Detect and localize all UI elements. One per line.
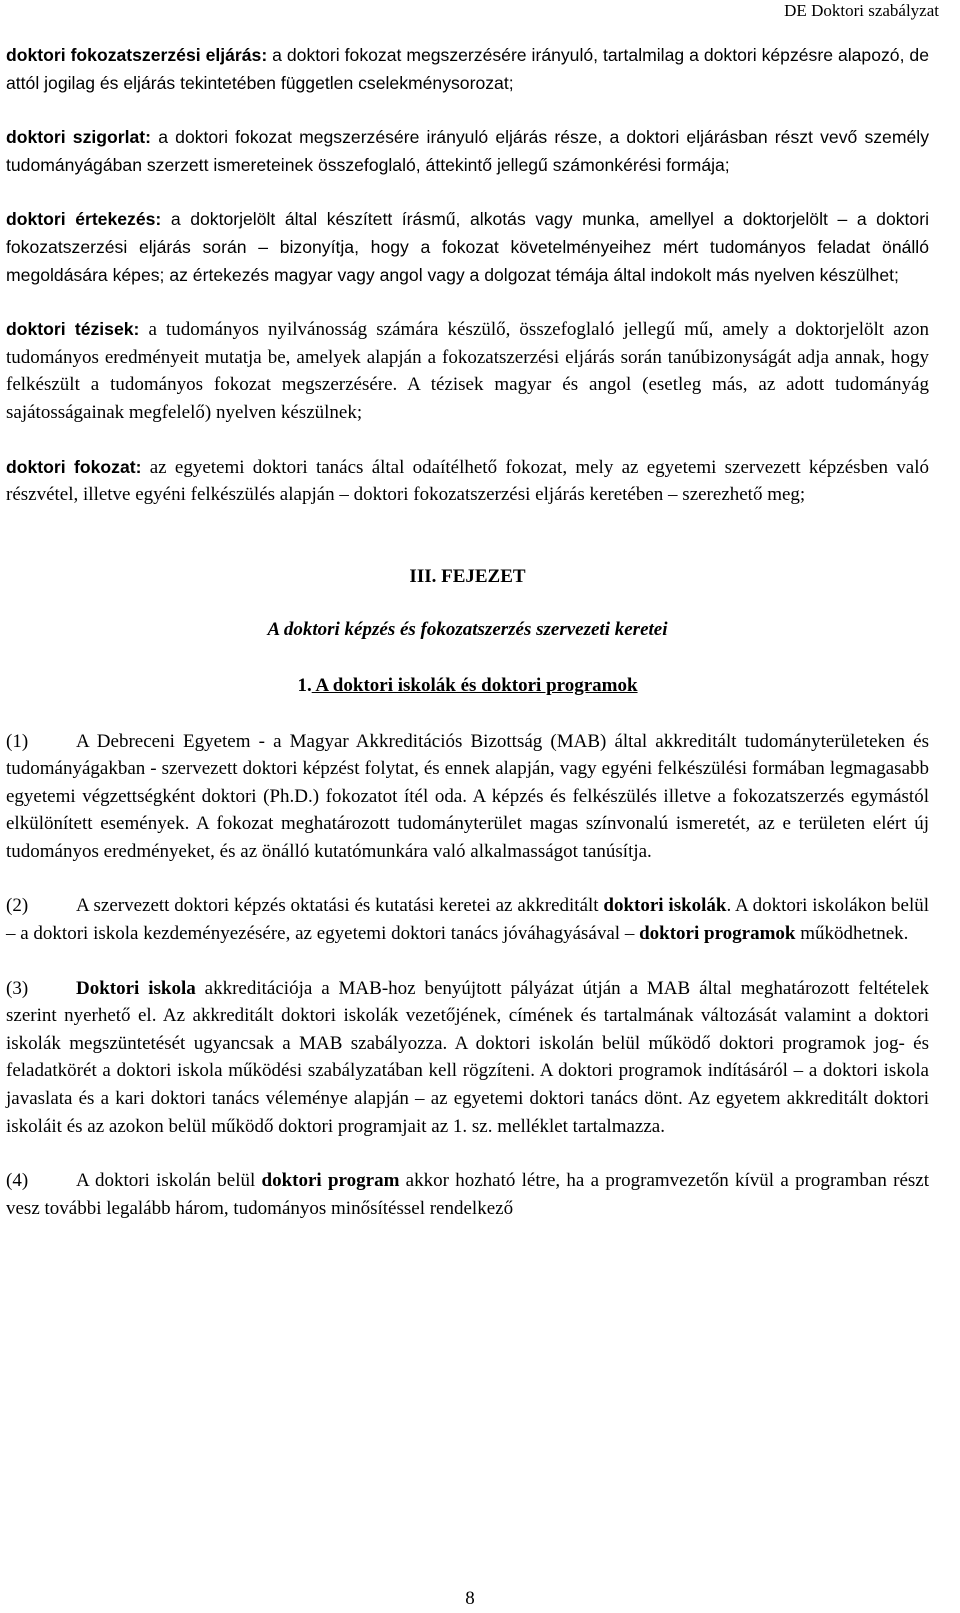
- paragraph-text: A szervezett doktori képzés oktatási és kutatási keretei az akkreditált: [76, 895, 604, 917]
- running-header: DE Doktori szabályzat: [784, 1, 939, 20]
- paragraph-3: [6, 975, 929, 1141]
- paragraph-text: . A doktori iskolákon belül – a doktori iskola kezdeményezésére, az egyetemi doktori tanács jóváhagyásával –: [6, 895, 930, 945]
- paragraph-number: (4): [6, 1170, 29, 1192]
- section-heading: [6, 672, 929, 700]
- bold-term: doktori iskolák: [603, 895, 727, 917]
- definition-fokozat: [6, 454, 929, 509]
- paragraph-number: (2): [6, 895, 29, 917]
- definition-ertekezes: [6, 206, 929, 289]
- paragraph-number: (1): [6, 730, 29, 752]
- definition-tezisek: [6, 316, 929, 426]
- definition-term: doktori fokozat:: [6, 456, 142, 477]
- definition-text: a doktorjelölt által készített írásmű, alkotás vagy munka, amellyel a doktorjelölt – a doktori fokozatszerzési eljárás során – bizonyítja, hogy a fokozat követelményeihez mért tudományos feladat önálló megoldására képes; az értekezés magyar vagy angol vagy a dolgozat témája által indokolt más nyelven készülhet;: [6, 209, 929, 285]
- bold-term: doktori program: [261, 1170, 400, 1192]
- section-title: A doktori iskolák és doktori programok: [311, 674, 638, 696]
- definition-term: doktori tézisek:: [6, 319, 140, 340]
- definition-szigorlat: [6, 124, 929, 179]
- chapter-title: A doktori képzés és fokozatszerzés szervezeti keretei: [267, 619, 668, 641]
- paragraph-4: [6, 1167, 929, 1222]
- page-number: 8: [465, 1588, 475, 1609]
- definition-fokozatszerzesi-eljaras: [6, 42, 929, 97]
- paragraph-text: akkreditációja a MAB-hoz benyújtott pályázat útján a MAB által meghatározott feltételek szerint nyerhető el. Az akkreditált doktori iskolák vezetőjének, címének és tartalmának változását valamint a doktori iskolák megszüntetését ugyancsak a MAB szabályozza. A doktori iskolán belül működő doktori programok jog- és feladatkörét a doktori iskola működési szabályzatában kell rögzíteni. A doktori programok indításáról – a doktori iskola javaslata és a kari doktori tanács véleménye alapján – az egyetemi doktori tanács dönt. Az egyetem akkreditált doktori iskoláit és az azokon belül működő doktori programjait az 1. sz. melléklet tartalmazza.: [6, 977, 929, 1137]
- document-body: [6, 42, 929, 1249]
- paragraph-text: akkor hozható létre, ha a programvezetőn kívül a programban részt vesz további legalább három, tudományos minősítéssel rendelkező: [6, 1170, 930, 1219]
- bold-term: doktori programok: [639, 923, 796, 945]
- paragraph-2: [6, 892, 929, 947]
- definition-term: doktori fokozatszerzési eljárás:: [6, 45, 268, 65]
- definition-text: a doktori fokozat megszerzésére irányuló eljárás része, a doktori eljárásban részt vevő személy tudományágában szerzett ismereteinek összefoglaló, áttekintő jellegű számonkérési formája;: [6, 127, 929, 175]
- paragraph-text: A doktori iskolán belül: [76, 1170, 262, 1192]
- definition-term: doktori szigorlat:: [6, 127, 152, 148]
- bold-term: Doktori iskola: [76, 977, 196, 999]
- paragraph-number: (3): [6, 977, 29, 999]
- definition-text: a doktori fokozat megszerzésére irányuló, tartalmilag a doktori képzésre alapozó, de attól jogilag és eljárás tekintetében független cselekménysorozat;: [6, 45, 929, 93]
- chapter-number: III. FEJEZET: [409, 565, 526, 587]
- paragraph-text: A Debreceni Egyetem - a Magyar Akkreditációs Bizottság (MAB) által akkreditált tudományterületeken és tudományágakban - szervezett doktori képzést folytat, és ennek alapján, vagy egyéni felkészülési formában legmagasabb egyetemi végzettségként doktori (Ph.D.) fokozatot ítél oda. A képzés és felkészülés illetve a fokozatszerzés egymástól elkülönített események. A fokozat meghatározott tudományterület magas színvonalú ismeretét, az e területen elért új tudományos eredményeket, és az önálló kutatómunkára való alkalmasságot tanúsítja.: [6, 730, 929, 862]
- section-number: 1.: [297, 674, 312, 696]
- paragraph-text: működhetnek.: [795, 923, 909, 945]
- paragraph-1: [6, 728, 929, 866]
- definition-text: a tudományos nyilvánosság számára készülő, összefoglaló jellegű mű, amely a doktorjelölt azon tudományos eredményeit mutatja be, amelyek alapján a fokozatszerzési eljárás során tanúbizonyságát adja annak, hogy felkészült a tudományos fokozat megszerzésére. A tézisek magyar és angol (esetleg más, az adott tudományág sajátosságainak megfelelő) nyelven készülnek;: [6, 319, 929, 423]
- definition-term: doktori értekezés:: [6, 209, 162, 230]
- definition-text: az egyetemi doktori tanács által odaítélhető fokozat, mely az egyetemi szervezett képzésben való részvétel, illetve egyéni felkészülés alapján – doktori fokozatszerzési eljárás keretében – szerezhető meg;: [6, 456, 929, 506]
